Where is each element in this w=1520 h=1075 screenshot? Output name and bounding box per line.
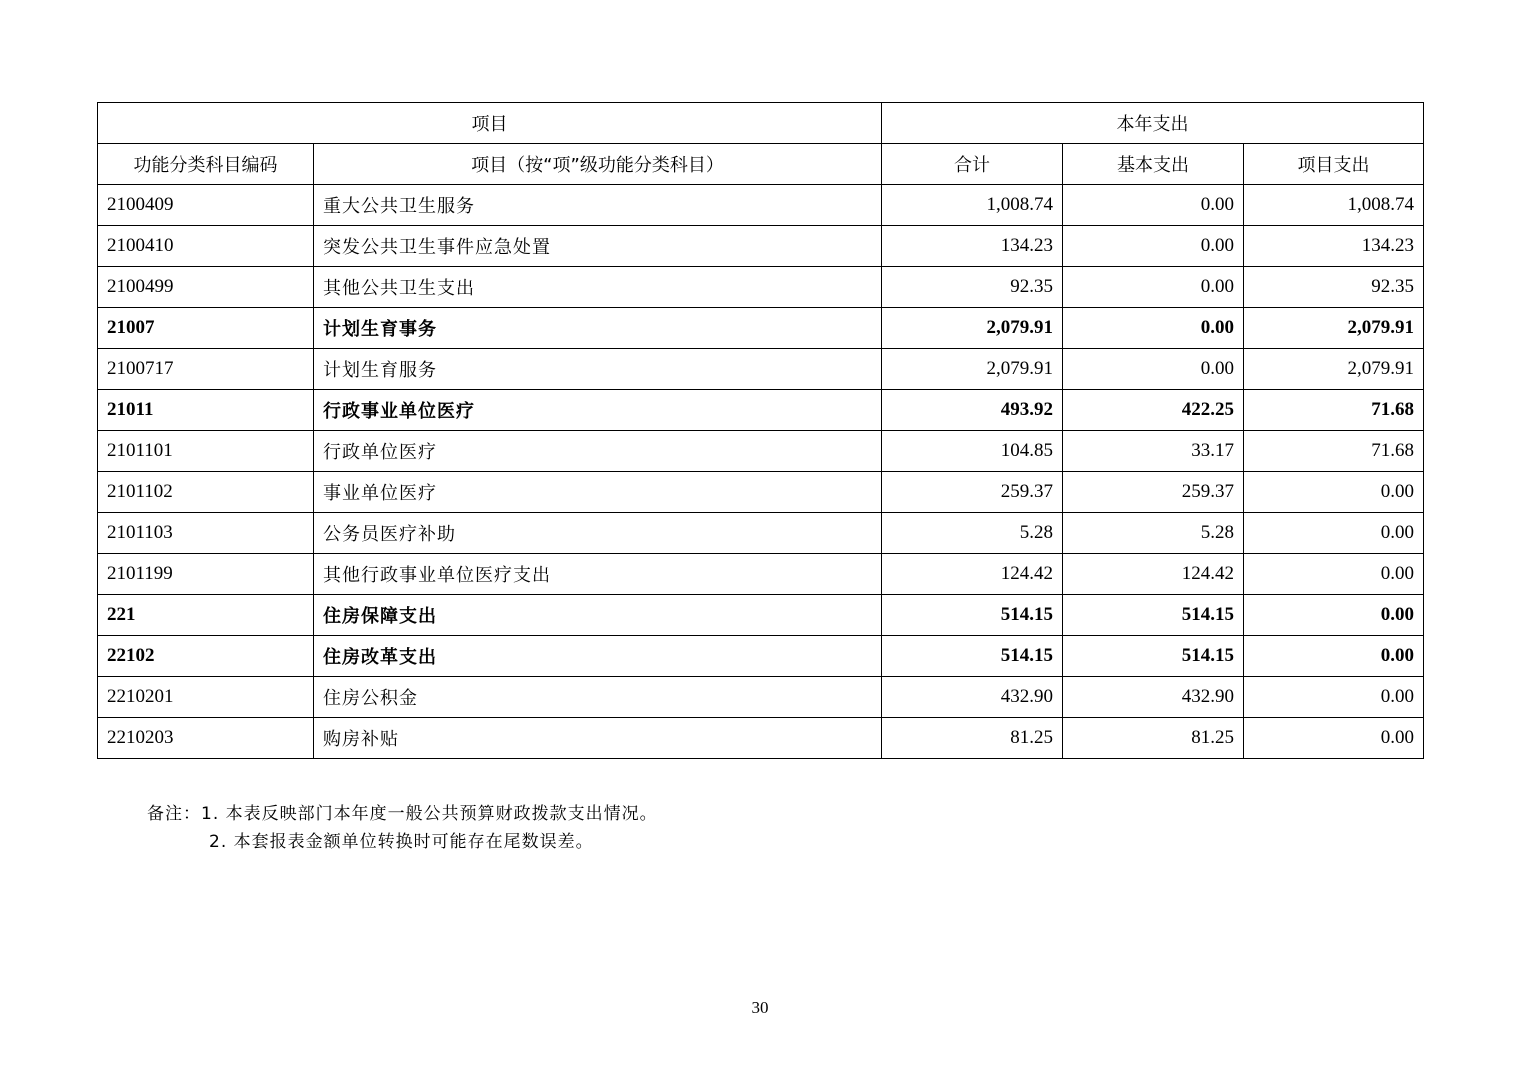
cell-total: 104.85 xyxy=(882,431,1063,472)
cell-total: 2,079.91 xyxy=(882,308,1063,349)
table-group-header-row xyxy=(98,103,1424,144)
cell-project: 0.00 xyxy=(1244,554,1424,595)
cell-basic: 81.25 xyxy=(1063,718,1244,759)
header-code: 功能分类科目编码 xyxy=(98,144,314,185)
cell-code: 2210201 xyxy=(98,677,314,718)
header-project: 项目支出 xyxy=(1244,144,1424,185)
header-current-year: 本年支出 xyxy=(882,103,1424,144)
cell-basic: 5.28 xyxy=(1063,513,1244,554)
cell-project: 1,008.74 xyxy=(1244,185,1424,226)
cell-code: 21011 xyxy=(98,390,314,431)
cell-project: 2,079.91 xyxy=(1244,308,1424,349)
cell-code: 2100410 xyxy=(98,226,314,267)
table-row xyxy=(98,431,1424,472)
footnotes xyxy=(147,800,658,856)
cell-name: 计划生育事务 xyxy=(314,308,882,349)
cell-name: 其他公共卫生支出 xyxy=(314,267,882,308)
cell-name: 计划生育服务 xyxy=(314,349,882,390)
cell-project: 0.00 xyxy=(1244,595,1424,636)
cell-total: 514.15 xyxy=(882,636,1063,677)
cell-name: 公务员医疗补助 xyxy=(314,513,882,554)
cell-basic: 0.00 xyxy=(1063,267,1244,308)
page-number: 30 xyxy=(751,998,769,1017)
cell-name: 其他行政事业单位医疗支出 xyxy=(314,554,882,595)
table-row xyxy=(98,513,1424,554)
cell-basic: 0.00 xyxy=(1063,308,1244,349)
cell-code: 21007 xyxy=(98,308,314,349)
cell-name: 突发公共卫生事件应急处置 xyxy=(314,226,882,267)
cell-project: 2,079.91 xyxy=(1244,349,1424,390)
cell-name: 住房公积金 xyxy=(314,677,882,718)
cell-total: 134.23 xyxy=(882,226,1063,267)
header-total: 合计 xyxy=(882,144,1063,185)
cell-basic: 124.42 xyxy=(1063,554,1244,595)
cell-code: 2100717 xyxy=(98,349,314,390)
cell-basic: 0.00 xyxy=(1063,185,1244,226)
cell-basic: 0.00 xyxy=(1063,226,1244,267)
cell-project: 134.23 xyxy=(1244,226,1424,267)
cell-total: 81.25 xyxy=(882,718,1063,759)
cell-basic: 259.37 xyxy=(1063,472,1244,513)
table-row xyxy=(98,554,1424,595)
cell-project: 0.00 xyxy=(1244,513,1424,554)
table-column-header-row xyxy=(98,144,1424,185)
budget-table xyxy=(97,102,1424,759)
cell-name: 购房补贴 xyxy=(314,718,882,759)
cell-project: 0.00 xyxy=(1244,718,1424,759)
cell-code: 2100409 xyxy=(98,185,314,226)
footnote-line-1: 备注：1. 本表反映部门本年度一般公共预算财政拨款支出情况。 xyxy=(147,804,658,824)
footnote-line-2: 2. 本套报表金额单位转换时可能存在尾数误差。 xyxy=(209,832,594,852)
cell-name: 事业单位医疗 xyxy=(314,472,882,513)
cell-total: 432.90 xyxy=(882,677,1063,718)
cell-name: 住房改革支出 xyxy=(314,636,882,677)
table-row xyxy=(98,472,1424,513)
table-body xyxy=(98,185,1424,759)
cell-total: 493.92 xyxy=(882,390,1063,431)
cell-code: 2100499 xyxy=(98,267,314,308)
table-row-subtotal xyxy=(98,636,1424,677)
header-name: 项目（按“项”级功能分类科目） xyxy=(314,144,882,185)
table-row-subtotal xyxy=(98,595,1424,636)
cell-code: 221 xyxy=(98,595,314,636)
cell-total: 2,079.91 xyxy=(882,349,1063,390)
cell-total: 92.35 xyxy=(882,267,1063,308)
table-row xyxy=(98,677,1424,718)
cell-basic: 0.00 xyxy=(1063,349,1244,390)
cell-basic: 432.90 xyxy=(1063,677,1244,718)
cell-code: 22102 xyxy=(98,636,314,677)
cell-code: 2101199 xyxy=(98,554,314,595)
cell-total: 259.37 xyxy=(882,472,1063,513)
cell-name: 重大公共卫生服务 xyxy=(314,185,882,226)
cell-name: 住房保障支出 xyxy=(314,595,882,636)
cell-project: 92.35 xyxy=(1244,267,1424,308)
cell-name: 行政事业单位医疗 xyxy=(314,390,882,431)
cell-name: 行政单位医疗 xyxy=(314,431,882,472)
cell-total: 5.28 xyxy=(882,513,1063,554)
cell-total: 124.42 xyxy=(882,554,1063,595)
cell-project: 0.00 xyxy=(1244,472,1424,513)
cell-basic: 33.17 xyxy=(1063,431,1244,472)
cell-code: 2101101 xyxy=(98,431,314,472)
cell-project: 71.68 xyxy=(1244,390,1424,431)
cell-project: 71.68 xyxy=(1244,431,1424,472)
table-row-subtotal xyxy=(98,390,1424,431)
cell-code: 2101102 xyxy=(98,472,314,513)
cell-code: 2101103 xyxy=(98,513,314,554)
cell-total: 1,008.74 xyxy=(882,185,1063,226)
cell-code: 2210203 xyxy=(98,718,314,759)
cell-project: 0.00 xyxy=(1244,636,1424,677)
table-row xyxy=(98,349,1424,390)
header-item: 项目 xyxy=(98,103,882,144)
cell-basic: 422.25 xyxy=(1063,390,1244,431)
cell-basic: 514.15 xyxy=(1063,636,1244,677)
cell-total: 514.15 xyxy=(882,595,1063,636)
cell-project: 0.00 xyxy=(1244,677,1424,718)
table-row xyxy=(98,718,1424,759)
cell-basic: 514.15 xyxy=(1063,595,1244,636)
table-row-subtotal xyxy=(98,308,1424,349)
table-row xyxy=(98,185,1424,226)
table-row xyxy=(98,226,1424,267)
table-row xyxy=(98,267,1424,308)
header-basic: 基本支出 xyxy=(1063,144,1244,185)
